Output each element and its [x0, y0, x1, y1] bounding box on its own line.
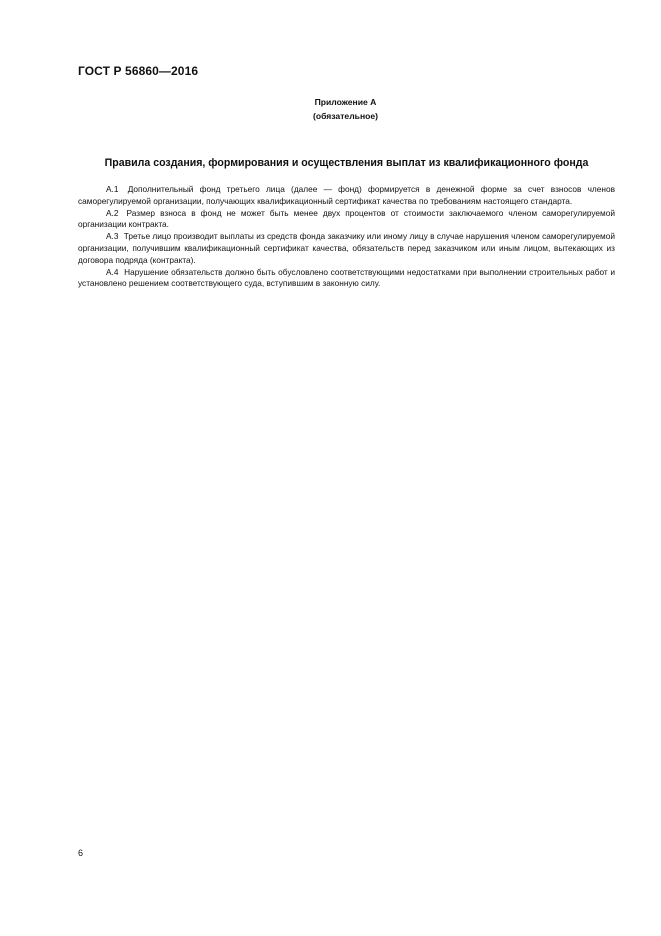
appendix-heading: [0, 95, 661, 123]
paragraph-text: Третье лицо производит выплаты из средств фонда заказчику или иному лицу в случае нарушения членом саморегулируемой организации, получившим квалификационный сертификат качества, обязательств перед заказчиком или иным лицом, вытекающих из договора подряда (контракта).: [78, 231, 615, 265]
appendix-status: (обязательное): [312, 111, 379, 121]
paragraph-number: А.2: [106, 207, 119, 218]
paragraph-text: Размер взноса в фонд не может быть менее двух процентов от стоимости заключаемого членом саморегулируемой организации контракта.: [78, 207, 616, 230]
appendix-label: Приложение А: [314, 97, 377, 107]
paragraph-number: А.1: [106, 184, 119, 194]
paragraph-a1: [78, 184, 615, 208]
paragraph-a2: [78, 208, 615, 232]
paragraph-number: А.3: [106, 231, 119, 242]
paragraph-text: Нарушение обязательств должно быть обусловлено соответствующими недостатками при выполнении строительных работ и установлено решением соответствующего суда, вступившим в законную силу.: [78, 266, 615, 289]
paragraph-number: А.4: [106, 266, 119, 277]
paragraph-a3: [78, 231, 615, 266]
appendix-title: Правила создания, формирования и осуществления выплат из квалификационного фонда: [104, 157, 589, 169]
page-number: 6: [78, 848, 84, 858]
paragraph-a4: [78, 267, 615, 291]
paragraph-text: Дополнительный фонд третьего лица (далее — фонд) формируется в денежной форме за счет взносов членов саморегулируемой организации, получающих квалификационный сертификат качества по требованиям настоящего стандарта.: [78, 184, 615, 206]
standard-code: ГОСТ Р 56860—2016: [78, 64, 199, 78]
appendix-body: [78, 184, 615, 290]
